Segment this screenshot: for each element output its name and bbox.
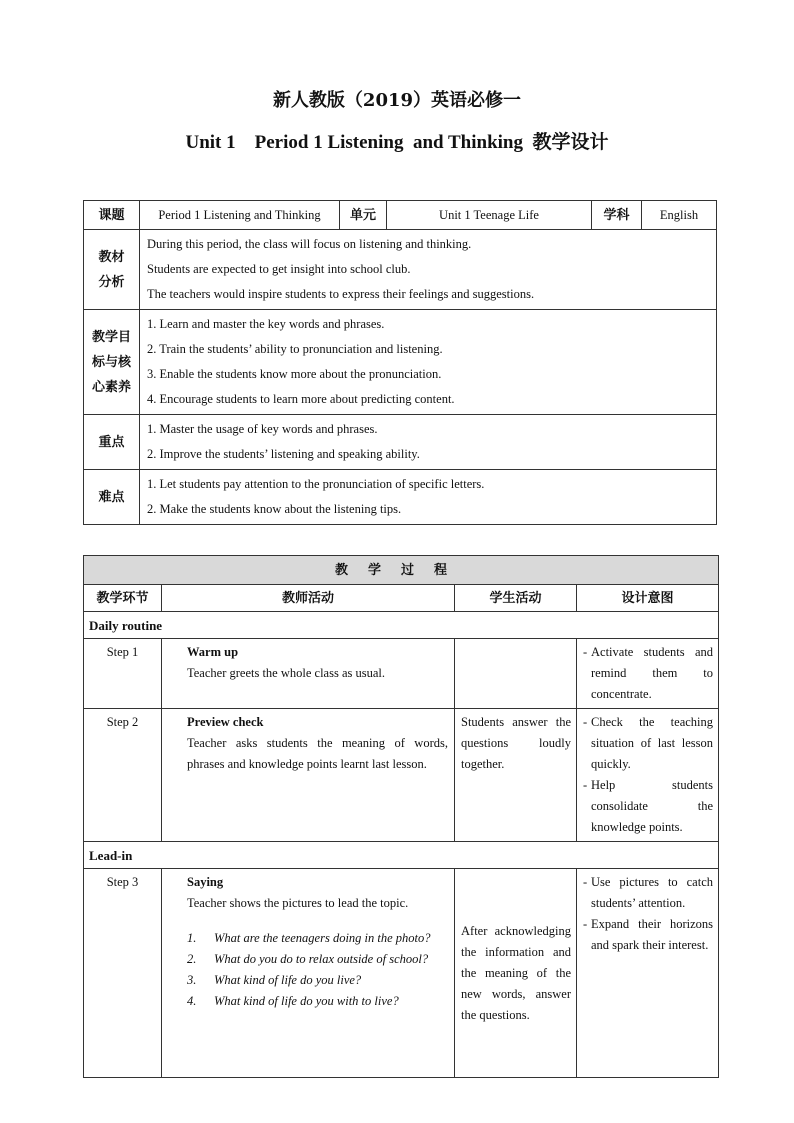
row-label-text: 教材 分析 <box>98 249 125 290</box>
column-header: 教学环节 <box>84 585 162 612</box>
content-line: 1. Learn and master the key words and phrases. <box>147 317 385 331</box>
row-content <box>140 230 717 310</box>
step-label: Step 3 <box>84 869 162 1078</box>
course-value: Period 1 Listening and Thinking <box>140 201 340 230</box>
question-item <box>187 970 448 991</box>
design-intent <box>577 869 719 1078</box>
activity-text: Teacher greets the whole class as usual. <box>187 666 386 680</box>
design-item: - Help students consolidate the knowledge points. <box>583 775 713 838</box>
banner-row <box>84 556 719 585</box>
content-line: 3. Enable the students know more about the pronunciation. <box>147 367 442 381</box>
teacher-activity <box>162 709 455 842</box>
info-row-material-analysis <box>84 230 717 310</box>
unit-value: Unit 1 Teenage Life <box>387 201 592 230</box>
course-label: 课题 <box>84 201 140 230</box>
course-header-row <box>84 201 717 230</box>
step-row <box>84 709 719 842</box>
student-activity <box>455 639 577 709</box>
row-label-text: 重点 <box>98 434 125 450</box>
activity-title: Saying <box>187 875 224 889</box>
activity-text: Teacher asks students the meaning of words, phrases and knowledge points learnt last lesson. <box>187 736 448 771</box>
question-number: 3. <box>187 973 197 987</box>
unit-label: 单元 <box>340 201 387 230</box>
content-line: 1. Master the usage of key words and phrases. <box>147 422 378 436</box>
design-item: - Check the teaching situation of last lesson quickly. <box>583 712 713 775</box>
section-title: Lead-in <box>84 842 719 869</box>
row-label <box>84 310 140 415</box>
activity-text: Teacher shows the pictures to lead the topic. <box>187 896 409 910</box>
design-intent <box>577 709 719 842</box>
subject-value: English <box>642 201 717 230</box>
section-row <box>84 842 719 869</box>
question-item <box>187 928 448 949</box>
document-title: 新人教版（2019）英语必修一 <box>272 90 522 111</box>
content-line: 2. Improve the students’ listening and speaking ability. <box>147 447 420 461</box>
design-item: - Activate students and remind them to concentrate. <box>583 642 713 705</box>
question-text: What kind of life do you live? <box>214 973 362 987</box>
step-label: Step 1 <box>84 639 162 709</box>
row-label-text: 难点 <box>98 489 125 505</box>
column-header: 教师活动 <box>162 585 455 612</box>
content-line: 1. Let students pay attention to the pronunciation of specific letters. <box>147 477 485 491</box>
content-line: 4. Encourage students to learn more about predicting content. <box>147 392 455 406</box>
row-content <box>140 310 717 415</box>
design-item: - Use pictures to catch students’ attention. <box>583 872 713 914</box>
column-header: 学生活动 <box>455 585 577 612</box>
row-label <box>84 470 140 525</box>
question-text: What are the teenagers doing in the photo? <box>214 931 431 945</box>
section-row <box>84 612 719 639</box>
row-content <box>140 415 717 470</box>
design-intent <box>577 639 719 709</box>
row-content <box>140 470 717 525</box>
course-info-table <box>83 200 717 525</box>
process-banner: 教学过程 <box>84 556 719 585</box>
question-item <box>187 991 448 1012</box>
row-label <box>84 230 140 310</box>
question-text: What do you do to relax outside of school? <box>214 952 429 966</box>
subject-label: 学科 <box>592 201 642 230</box>
student-activity: After acknowledging the information and the meaning of the new words, answer the questions. <box>455 869 577 1078</box>
step-row <box>84 639 719 709</box>
section-title: Daily routine <box>84 612 719 639</box>
teaching-process-table <box>83 555 719 1078</box>
document-subtitle: Unit 1 Period 1 Listening and Thinking 教学设计 <box>185 132 609 153</box>
design-item: - Expand their horizons and spark their interest. <box>583 914 713 956</box>
question-list <box>187 928 448 1012</box>
teacher-activity <box>162 869 455 1078</box>
step-row <box>84 869 719 1078</box>
row-label-text: 教学目 标与核 心素养 <box>91 329 131 395</box>
info-row-key-points <box>84 415 717 470</box>
row-label <box>84 415 140 470</box>
question-number: 1. <box>187 931 197 945</box>
question-number: 4. <box>187 994 197 1008</box>
activity-title: Preview check <box>187 715 264 729</box>
question-item <box>187 949 448 970</box>
step-label: Step 2 <box>84 709 162 842</box>
content-line: 2. Make the students know about the listening tips. <box>147 502 402 516</box>
question-number: 2. <box>187 952 197 966</box>
question-text: What kind of life do you with to live? <box>214 994 399 1008</box>
content-line: Students are expected to get insight into school club. <box>147 262 411 276</box>
content-line: 2. Train the students’ ability to pronunciation and listening. <box>147 342 443 356</box>
column-header: 设计意图 <box>577 585 719 612</box>
content-line: The teachers would inspire students to express their feelings and suggestions. <box>147 287 535 301</box>
content-line: During this period, the class will focus on listening and thinking. <box>147 237 472 251</box>
column-header-row <box>84 585 719 612</box>
info-row-difficult-points <box>84 470 717 525</box>
teacher-activity <box>162 639 455 709</box>
student-activity: Students answer the questions loudly together. <box>455 709 577 842</box>
activity-title: Warm up <box>187 645 239 659</box>
info-row-teaching-objectives <box>84 310 717 415</box>
